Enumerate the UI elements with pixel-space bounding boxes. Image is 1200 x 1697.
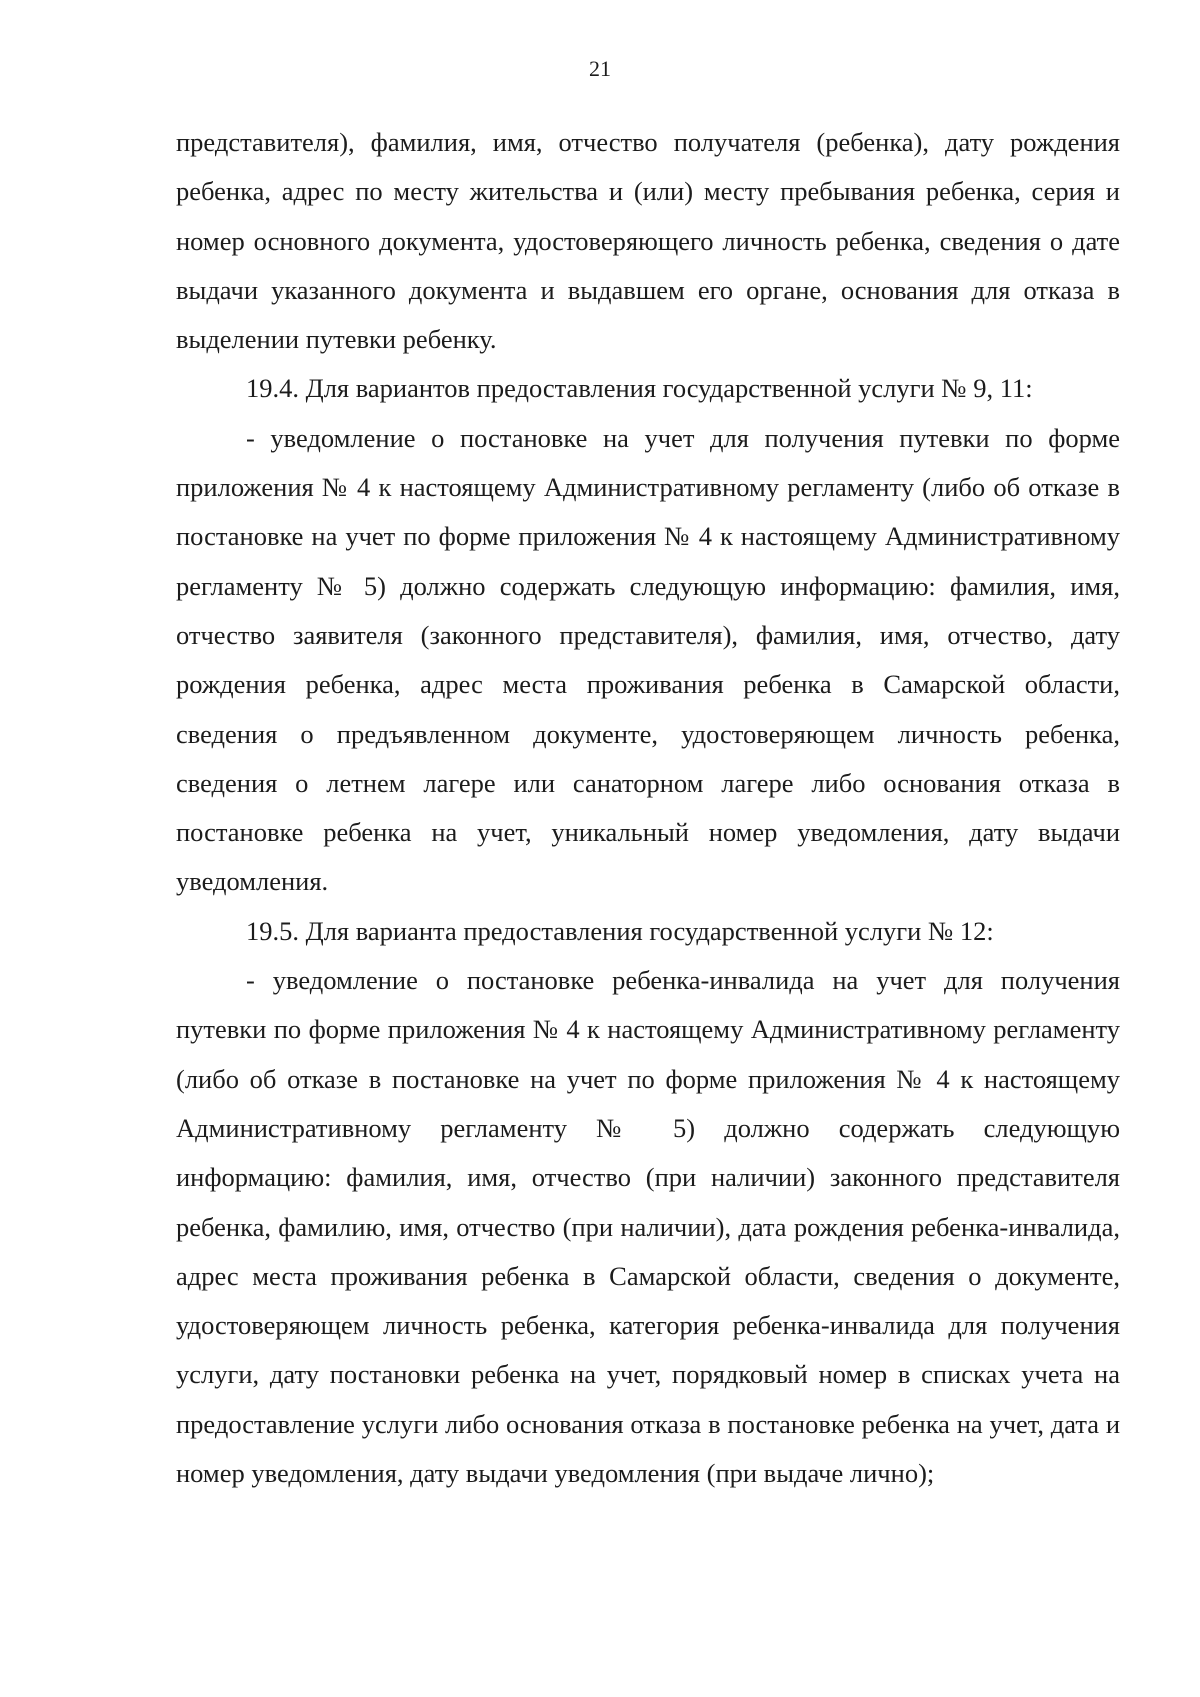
paragraph-notification-12: - уведомление о постановке ребенка-инвалида на учет для получения путевки по форме приложения № 4 к настоящему Административному регламенту (либо об отказе в постановке на учет по форме приложения № 4 к настоящему Административному регламенту № 5) должно содержать следующую информацию: фамилия, имя, отчество (при наличии) законного представителя ребенка, фамилию, имя, отчество (при наличии), дата рождения ребенка-инвалида, адрес места проживания ребенка в Самарской области, сведения о документе, удостоверяющем личность ребенка, категория ребенка-инвалида для получения услуги, дату постановки ребенка на учет, порядковый номер в списках учета на предоставление услуги либо основания отказа в постановке ребенка на учет, дата и номер уведомления, дату выдачи уведомления (при выдаче лично);	[176, 965, 1120, 1489]
paragraph-section-19-5: 19.5. Для варианта предоставления государственной услуги № 12:	[246, 915, 994, 946]
page-number: 21	[589, 56, 611, 81]
paragraph-section-19-4: 19.4. Для вариантов предоставления государственной услуги № 9, 11:	[246, 373, 1033, 404]
paragraph-continuation: представителя), фамилия, имя, отчество получателя (ребенка), дату рождения ребенка, адрес по месту жительства и (или) месту пребывания ребенка, серия и номер основного документа, удостоверяющего личность ребенка, сведения о дате выдачи указанного документа и выдавшем его органе, основания для отказа в выделении путевки ребенку.	[176, 127, 1120, 355]
paragraph-notification-9-11: - уведомление о постановке на учет для получения путевки по форме приложения № 4 к настоящему Административному регламенту (либо об отказе в постановке на учет по форме приложения № 4 к настоящему Административному регламенту № 5) должно содержать следующую информацию: фамилия, имя, отчество заявителя (законного представителя), фамилия, имя, отчество, дату рождения ребенка, адрес места проживания ребенка в Самарской области, сведения о предъявленном документе, удостоверяющем личность ребенка, сведения о летнем лагере или санаторном лагере либо основания отказа в постановке ребенка на учет, уникальный номер уведомления, дату выдачи уведомления.	[176, 422, 1120, 897]
document-body	[176, 118, 1120, 1498]
